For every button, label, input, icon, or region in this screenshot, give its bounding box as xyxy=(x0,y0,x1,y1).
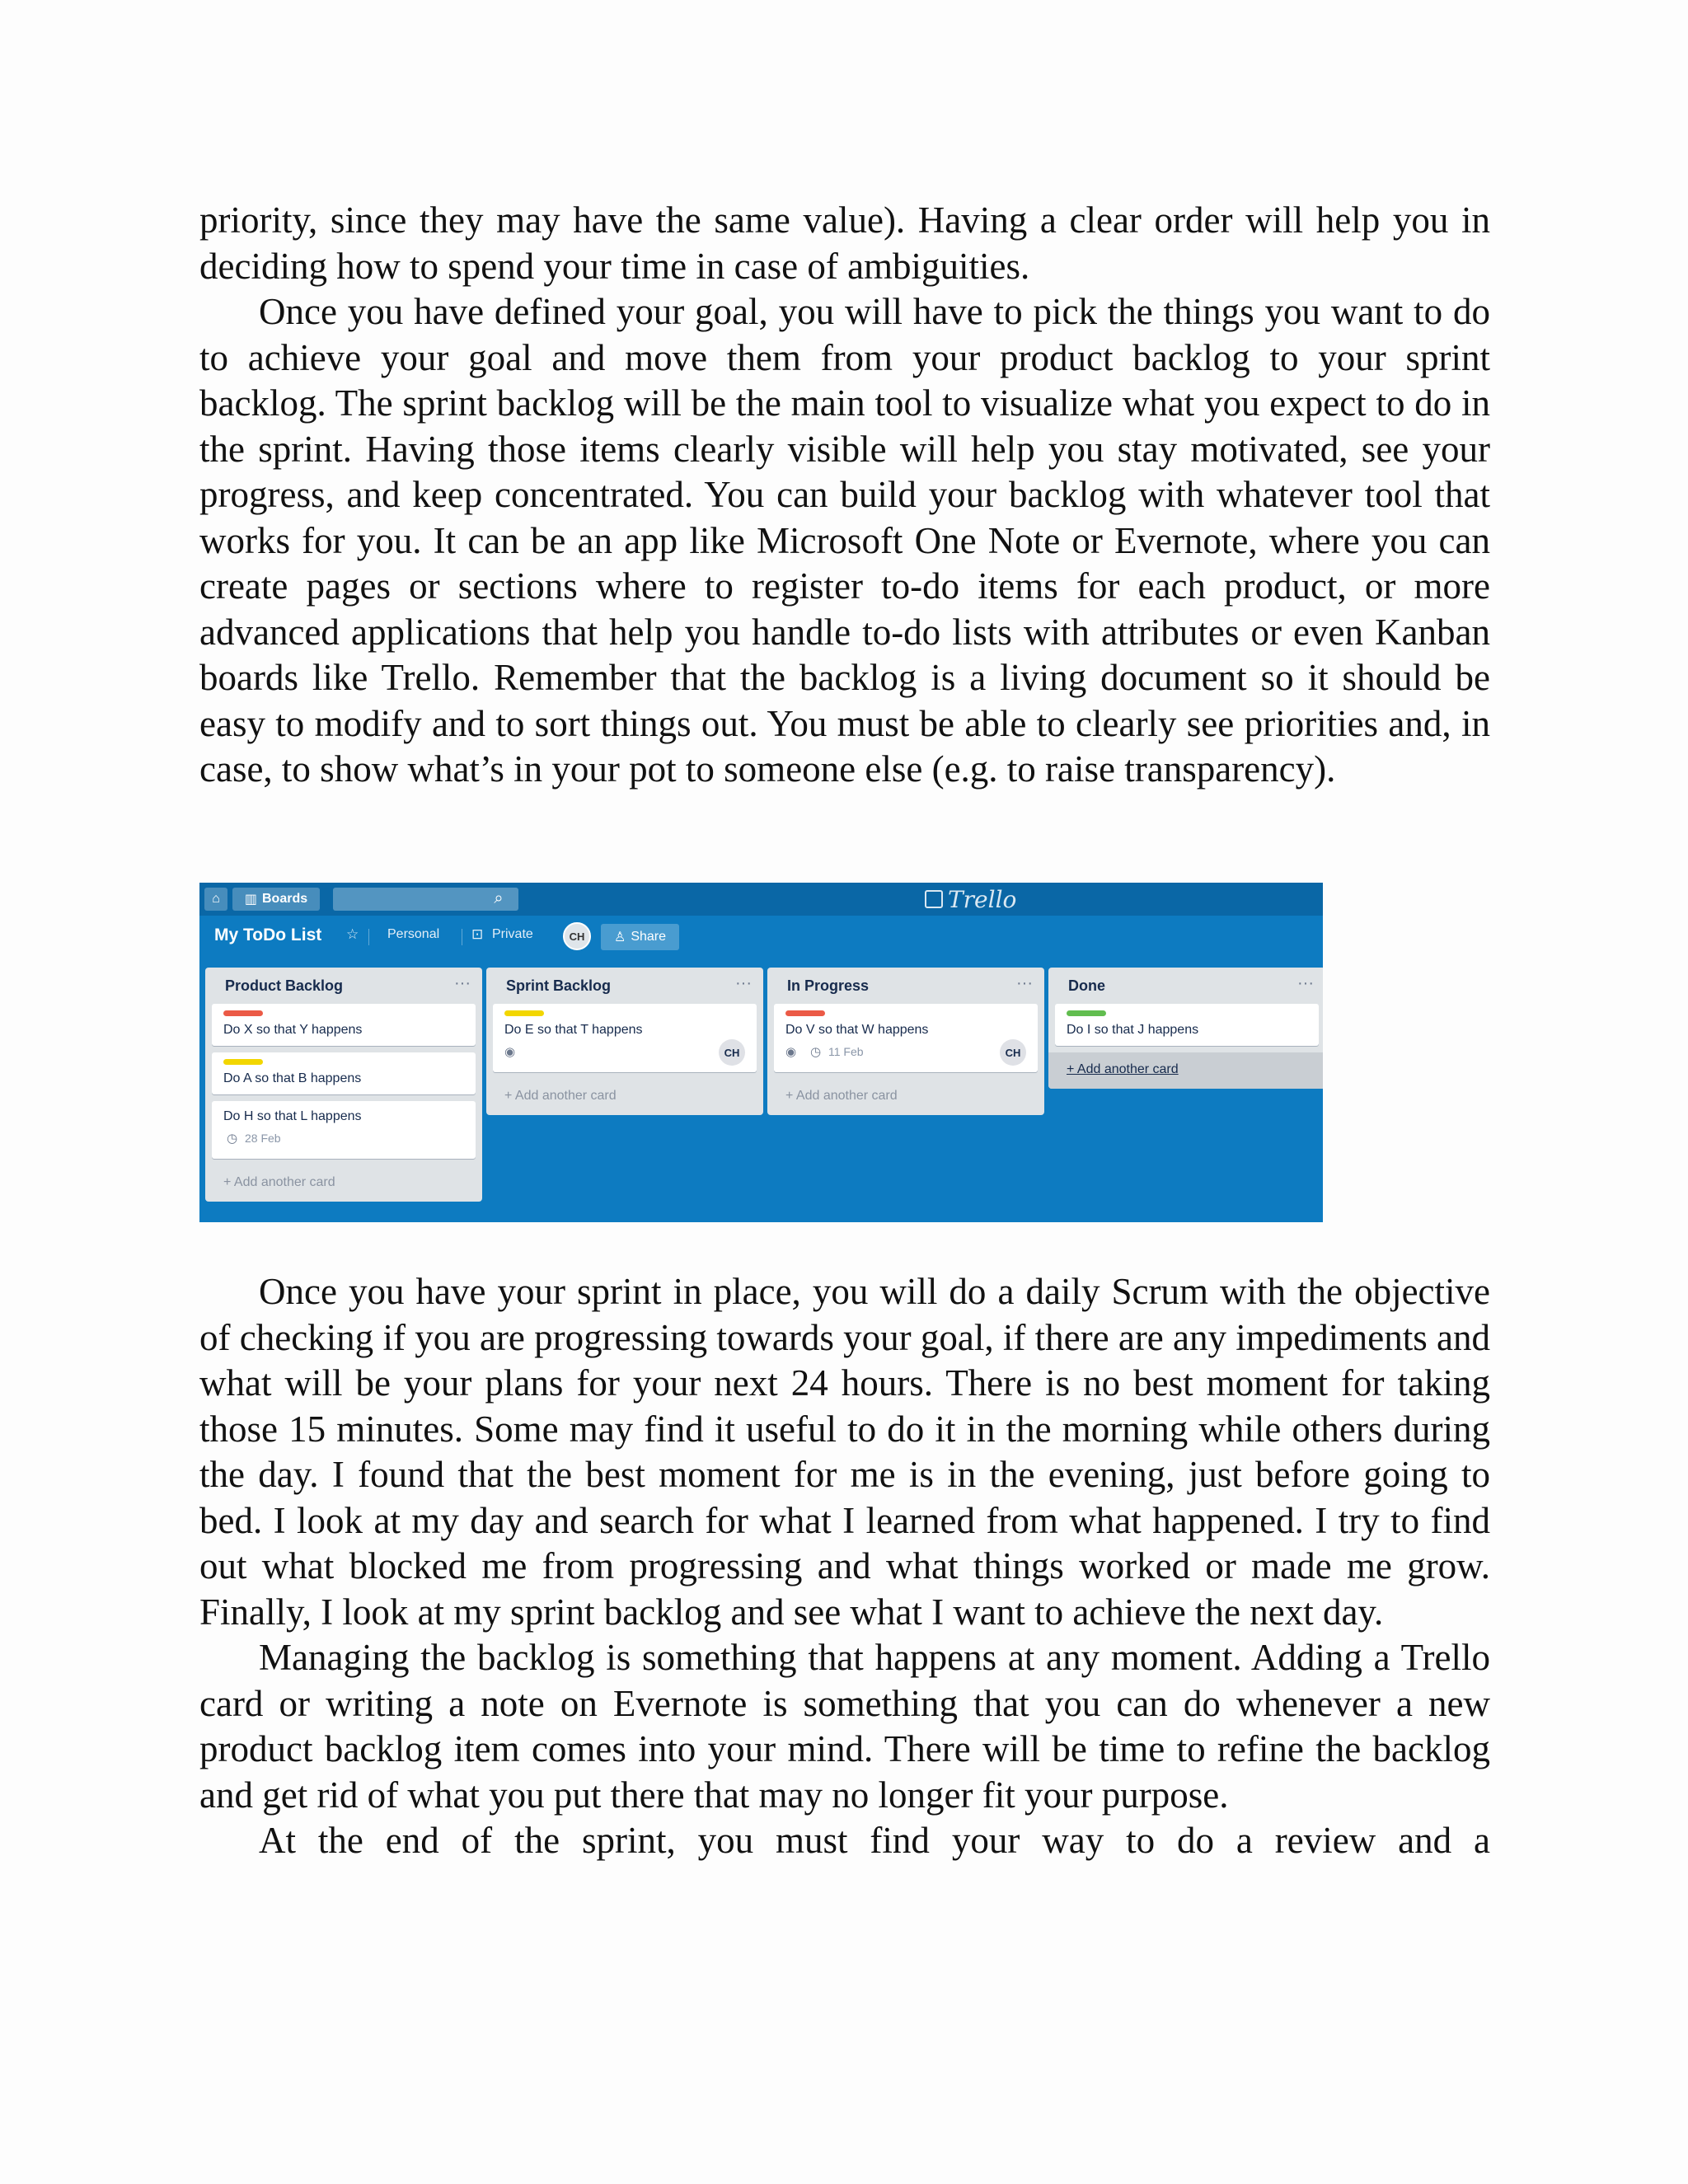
list-header xyxy=(767,968,1044,1004)
yellow-label xyxy=(223,1059,263,1065)
list-title[interactable]: In Progress xyxy=(787,977,870,994)
card[interactable] xyxy=(1055,1004,1319,1046)
yellow-label xyxy=(504,1010,544,1016)
body-text-bottom xyxy=(199,1269,1490,1864)
add-card-button[interactable]: + Add another card xyxy=(785,1089,898,1103)
add-card-button[interactable]: + Add another card xyxy=(1048,1052,1323,1089)
paragraph: Once you have your sprint in place, you will do a daily Scrum with the objective of checking if you are progressing towards your goal, if there are any impediments and what will be your plans for your next 24 hours. There is no best moment for taking those 15 minutes. Some may find it useful to do it in the morning while others during the day. I found that the best moment for me is in the evening, just before going to bed. I look at my day and search for what I learned from what happened. I try to find out what blocked me from progressing and what things worked or made me grow. Finally, I look at my sprint backlog and see what I want to achieve the next day. xyxy=(199,1271,1490,1633)
avatar[interactable]: CH xyxy=(1000,1039,1026,1066)
boards-button[interactable]: ▥ Boards xyxy=(232,888,320,911)
more-icon[interactable]: ··· xyxy=(1016,974,1033,992)
list-header xyxy=(205,968,482,1004)
eye-icon: ◉ xyxy=(504,1045,516,1059)
body-text-top xyxy=(199,198,1490,793)
card[interactable] xyxy=(493,1004,757,1072)
card-title: Do H so that L happens xyxy=(223,1109,362,1123)
lock-icon: ⊡ xyxy=(471,926,484,942)
card-title: Do I so that J happens xyxy=(1067,1023,1199,1037)
divider xyxy=(368,929,369,945)
list-header xyxy=(486,968,763,1004)
card[interactable] xyxy=(212,1101,476,1159)
paragraph: priority, since they may have the same value). Having a clear order will help you in deciding how to spend your time in case of ambiguities. xyxy=(199,199,1490,287)
board-header xyxy=(199,916,1323,957)
green-label xyxy=(1067,1010,1106,1016)
team-button[interactable]: Personal xyxy=(387,927,440,941)
due-date: 28 Feb xyxy=(245,1132,281,1145)
board-title[interactable]: My ToDo List xyxy=(214,926,322,944)
clock-icon: ◷ xyxy=(810,1045,822,1059)
avatar[interactable]: CH xyxy=(719,1039,745,1066)
more-icon[interactable]: ··· xyxy=(1297,974,1314,992)
share-button[interactable]: ♙ Share xyxy=(601,924,679,950)
clock-icon: ◷ xyxy=(227,1132,238,1146)
card-badges xyxy=(785,1043,1026,1064)
list-sprint-backlog xyxy=(486,968,763,1115)
list-title[interactable]: Sprint Backlog xyxy=(506,977,612,994)
card-badges xyxy=(223,1129,464,1151)
paragraph: Once you have defined your goal, you will have to pick the things you want to do to achieve your goal and move them from your product backlog to your sprint backlog. The sprint backlog will be the main tool to visualize what you expect to do in the sprint. Having those items clearly visible will help you stay motivated, see your progress, and keep concentrated. You can build your backlog with whatever tool that works for you. It can be an app like Microsoft One Note or Evernote, where you can create pages or sections where to register to-do items for each product, or more advanced applications that help you handle to-do lists with attributes or even Kanban boards like Trello. Remember that the backlog is a living document so it should be easy to modify and to sort things out. You must be able to clearly see priorities and, in case, to show what’s in your pot to someone else (e.g. to raise transparency). xyxy=(199,291,1490,790)
paragraph: Managing the backlog is something that happens at any moment. Adding a Trello card or writing a note on Evernote is something that you can do whenever a new product backlog item comes into your mind. There will be time to refine the backlog and get rid of what you put there that may no longer fit your purpose. xyxy=(199,1637,1490,1816)
list-done xyxy=(1048,968,1323,1089)
list-header xyxy=(1048,968,1323,1004)
avatar[interactable]: CH xyxy=(563,922,591,950)
card[interactable] xyxy=(774,1004,1038,1072)
card-title: Do X so that Y happens xyxy=(223,1023,363,1037)
red-label xyxy=(785,1010,825,1016)
trello-logo: Trello xyxy=(925,886,1016,912)
person-icon: ♙ xyxy=(613,930,626,944)
trello-top-bar xyxy=(199,883,1323,916)
due-date: 11 Feb xyxy=(828,1045,864,1058)
add-card-button[interactable]: + Add another card xyxy=(223,1175,335,1189)
paragraph: At the end of the sprint, you must find your way to do a review and a xyxy=(259,1820,1490,1861)
trello-logo-icon xyxy=(925,890,943,908)
card-title: Do A so that B happens xyxy=(223,1071,362,1085)
eye-icon: ◉ xyxy=(785,1045,797,1059)
red-label xyxy=(223,1010,263,1016)
star-icon[interactable]: ☆ xyxy=(346,926,359,942)
visibility-button[interactable]: Private xyxy=(492,927,533,941)
card-title: Do V so that W happens xyxy=(785,1023,929,1037)
more-icon[interactable]: ··· xyxy=(735,974,752,992)
add-card-button[interactable]: + Add another card xyxy=(504,1089,617,1103)
search-icon[interactable]: ⌕ xyxy=(494,889,504,907)
boards-icon: ▥ xyxy=(244,893,257,907)
card[interactable] xyxy=(212,1004,476,1046)
list-title[interactable]: Done xyxy=(1068,977,1105,994)
home-icon[interactable]: ⌂ xyxy=(204,888,227,911)
list-in-progress xyxy=(767,968,1044,1115)
card-badges xyxy=(504,1043,745,1064)
more-icon[interactable]: ··· xyxy=(454,974,471,992)
trello-board-screenshot xyxy=(199,883,1323,1222)
list-title[interactable]: Product Backlog xyxy=(225,977,344,994)
list-product-backlog xyxy=(205,968,482,1202)
card[interactable] xyxy=(212,1052,476,1094)
card-title: Do E so that T happens xyxy=(504,1023,643,1037)
